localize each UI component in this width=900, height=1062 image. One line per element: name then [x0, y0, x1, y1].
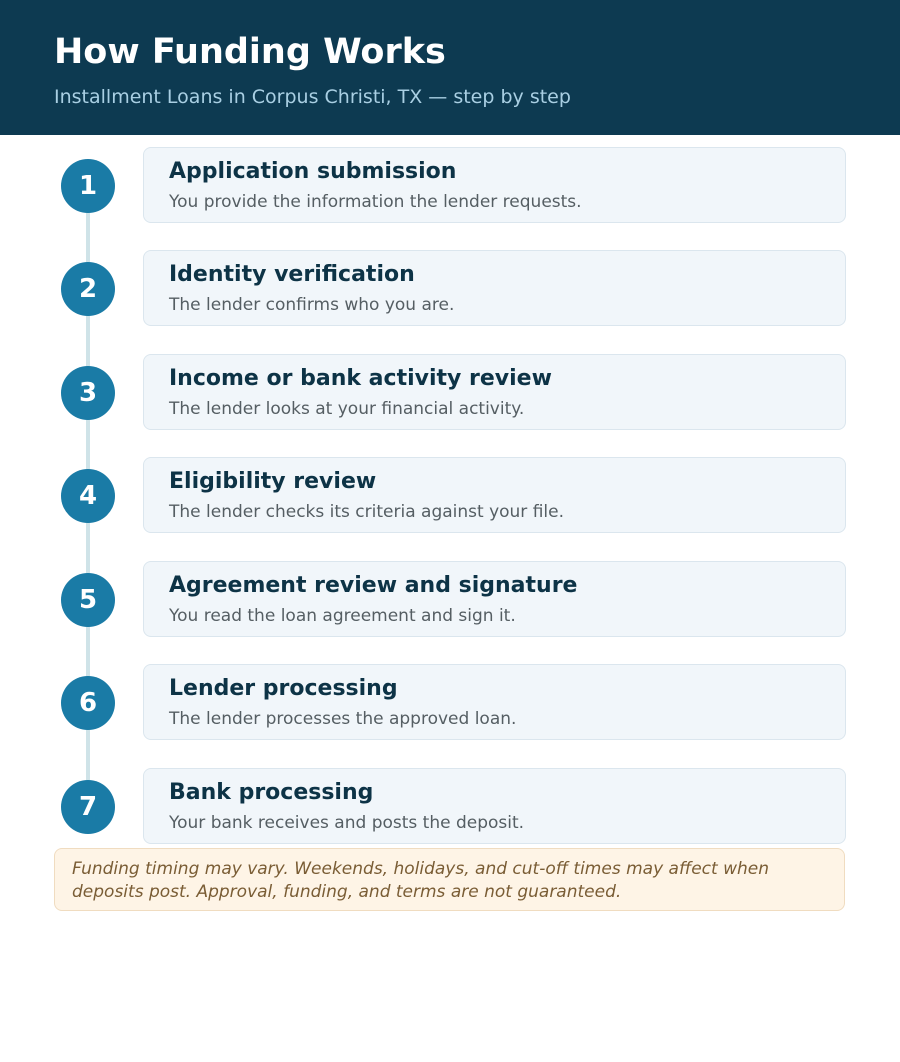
- step-description: You read the loan agreement and sign it.: [169, 606, 516, 626]
- step-title: Income or bank activity review: [169, 366, 552, 391]
- step-card: [143, 664, 846, 740]
- step-number-badge: 3: [61, 366, 115, 420]
- step-card: [143, 561, 846, 637]
- step-title: Identity verification: [169, 262, 415, 287]
- step-item: [0, 354, 900, 432]
- step-card: [143, 457, 846, 533]
- step-item: [0, 768, 900, 846]
- step-description: The lender looks at your financial activity.: [169, 399, 525, 419]
- step-number-badge: 4: [61, 469, 115, 523]
- step-card: [143, 768, 846, 844]
- disclaimer-notice: Funding timing may vary. Weekends, holidays, and cut-off times may affect when deposits post. Approval, funding, and terms are not guaranteed.: [54, 848, 845, 911]
- step-description: The lender confirms who you are.: [169, 295, 455, 315]
- step-title: Lender processing: [169, 676, 398, 701]
- step-title: Agreement review and signature: [169, 573, 578, 598]
- step-item: [0, 147, 900, 225]
- step-item: [0, 250, 900, 328]
- step-title: Eligibility review: [169, 469, 377, 494]
- step-card: [143, 147, 846, 223]
- step-item: [0, 457, 900, 535]
- step-number-badge: 2: [61, 262, 115, 316]
- header-banner: [0, 0, 900, 135]
- step-item: [0, 664, 900, 742]
- page-title: How Funding Works: [54, 32, 446, 72]
- step-description: The lender checks its criteria against your file.: [169, 502, 564, 522]
- step-title: Bank processing: [169, 780, 374, 805]
- step-number-badge: 7: [61, 780, 115, 834]
- step-description: You provide the information the lender requests.: [169, 192, 582, 212]
- step-description: Your bank receives and posts the deposit.: [169, 813, 525, 833]
- step-number-badge: 1: [61, 159, 115, 213]
- step-card: [143, 354, 846, 430]
- step-number-badge: 5: [61, 573, 115, 627]
- step-title: Application submission: [169, 159, 457, 184]
- step-item: [0, 561, 900, 639]
- step-description: The lender processes the approved loan.: [169, 709, 517, 729]
- step-number-badge: 6: [61, 676, 115, 730]
- page-subtitle: Installment Loans in Corpus Christi, TX — step by step: [54, 86, 571, 108]
- step-card: [143, 250, 846, 326]
